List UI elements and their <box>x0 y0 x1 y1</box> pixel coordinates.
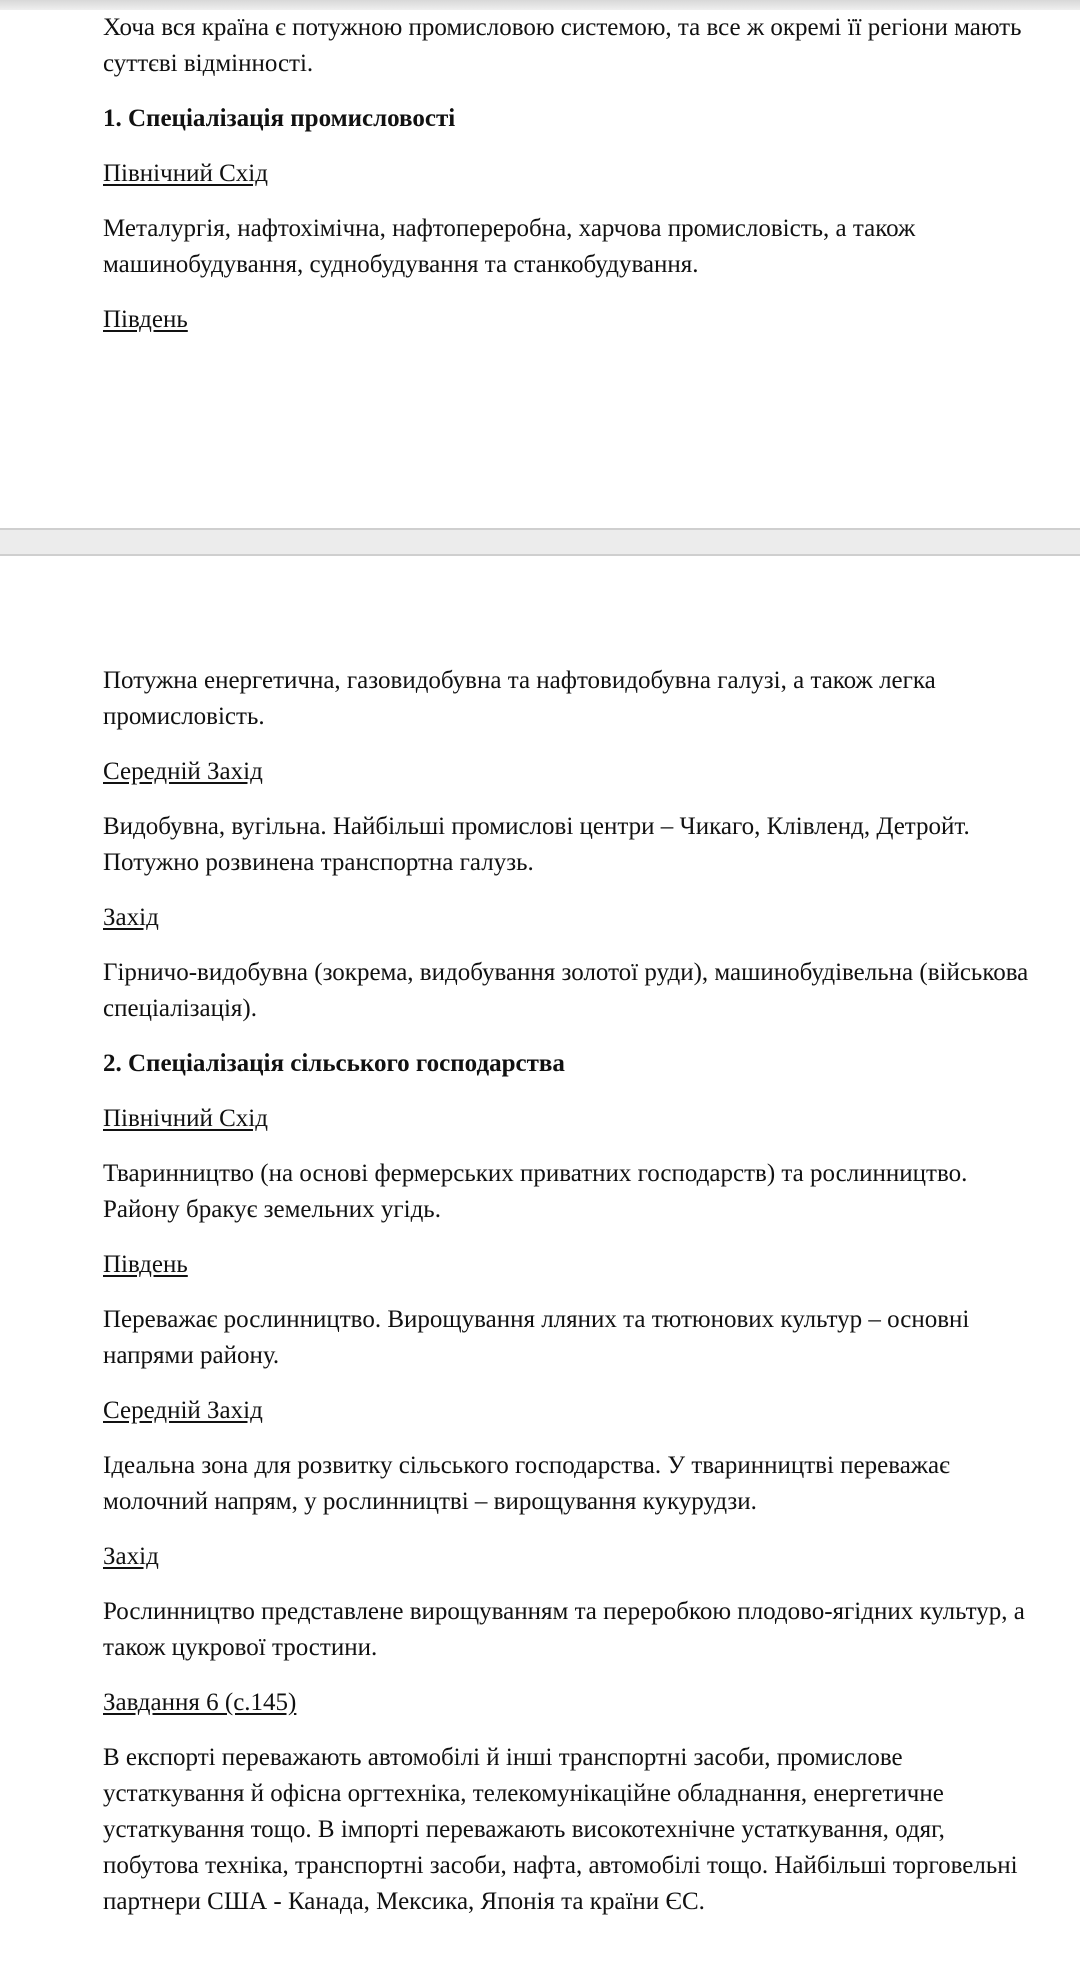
document-page-2 <box>0 556 1080 1971</box>
industry-west-label: Захід <box>103 904 159 931</box>
industry-midwest-text: Видобувна, вугільна. Найбільші промислові центри – Чикаго, Клівленд, Детройт. Потужно розвинена транспортна галузь. <box>103 813 970 876</box>
page-2-content <box>103 663 1033 1939</box>
section-2-heading: 2. Спеціалізація сільського господарства <box>103 1050 565 1077</box>
agriculture-west-label: Захід <box>103 1543 159 1570</box>
industry-west-text: Гірничо-видобувна (зокрема, видобування золотої руди), машинобудівельна (військова спеціалізація). <box>103 959 1029 1022</box>
industry-northeast-label: Північний Схід <box>103 160 268 187</box>
industry-south-label: Південь <box>103 306 188 333</box>
viewer-top-bar <box>0 0 1080 10</box>
page-break <box>0 528 1080 556</box>
agriculture-south-label: Південь <box>103 1251 188 1278</box>
agriculture-midwest-label: Середній Захід <box>103 1397 263 1424</box>
task-6-label: Завдання 6 (с.145) <box>103 1689 297 1716</box>
industry-south-text: Потужна енергетична, газовидобувна та нафтовидобувна галузі, а також легка промисловість. <box>103 667 936 730</box>
industry-northeast-text: Металургія, нафтохімічна, нафтопереробна, харчова промисловість, а також машинобудування, суднобудування та станкобудування. <box>103 215 916 278</box>
document-page-1 <box>0 10 1080 528</box>
intro-paragraph: Хоча вся країна є потужною промисловою системою, та все ж окремі її регіони мають суттєві відмінності. <box>103 14 1022 77</box>
agriculture-west-text: Рослинництво представлене вирощуванням та переробкою плодово-ягідних культур, а також цукрової тростини. <box>103 1598 1025 1661</box>
agriculture-midwest-text: Ідеальна зона для розвитку сільського господарства. У тваринництві переважає молочний напрям, у рослинництві – вирощування кукурудзи. <box>103 1452 950 1515</box>
agriculture-northeast-text: Тваринництво (на основі фермерських приватних господарств) та рослинництво. Району бракує земельних угідь. <box>103 1160 968 1223</box>
agriculture-northeast-label: Північний Схід <box>103 1105 268 1132</box>
page-1-content <box>103 10 1033 357</box>
agriculture-south-text: Переважає рослинництво. Вирощування лляних та тютюнових культур – основні напрями району. <box>103 1306 970 1369</box>
task-6-text: В експорті переважають автомобілі й інші транспортні засоби, промислове устаткування й офісна оргтехніка, телекомунікаційне обладнання, енергетичне устаткування тощо. В імпорті переважають високотехнічне устаткування, одяг, побутова техніка, транспортні засоби, нафта, автомобілі тощо. Найбільші торговельні партнери США - Канада, Мексика, Японія та країни ЄС. <box>103 1744 1018 1915</box>
industry-midwest-label: Середній Захід <box>103 758 263 785</box>
section-1-heading: 1. Спеціалізація промисловості <box>103 105 456 132</box>
